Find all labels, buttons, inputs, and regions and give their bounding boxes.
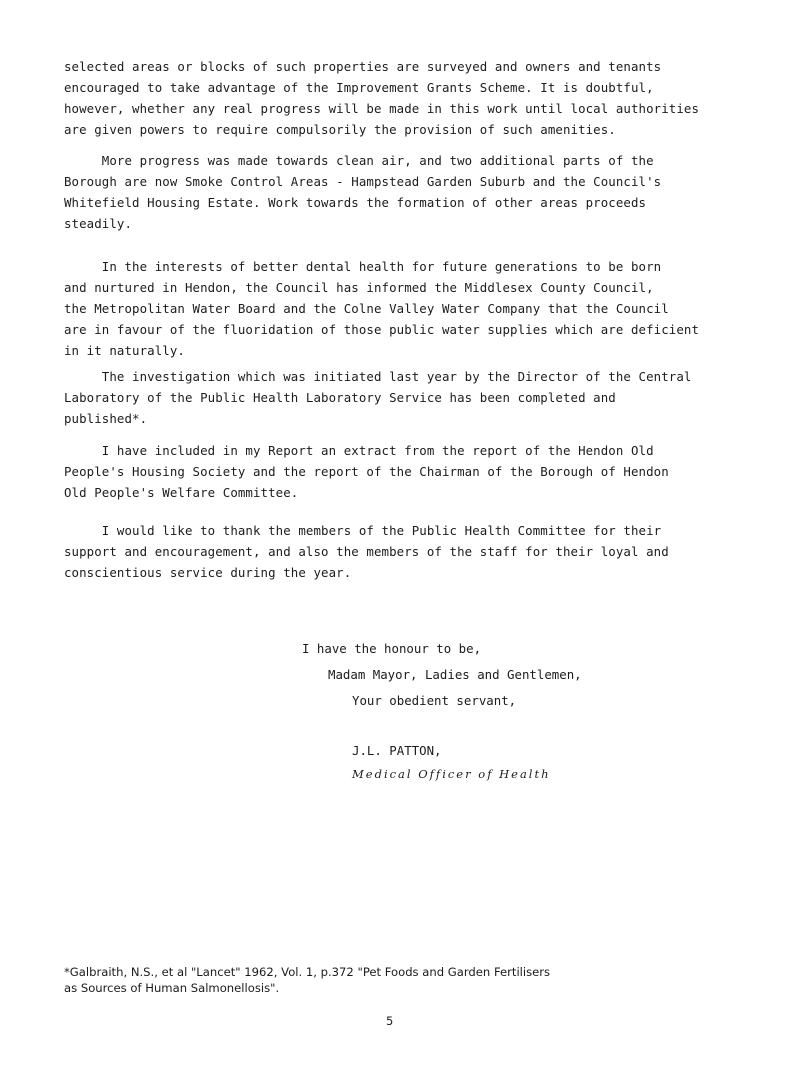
paragraph-improvement-grants	[64, 56, 744, 140]
text-line: published*.	[64, 411, 148, 426]
text-line: selected areas or blocks of such properties are surveyed and owners and tenants	[64, 59, 662, 74]
text-line: steadily.	[64, 216, 133, 231]
text-line: Old People's Welfare Committee.	[64, 485, 299, 500]
text-line: in it naturally.	[64, 343, 185, 358]
paragraph-thanks	[64, 520, 744, 583]
page-number: 5	[386, 1014, 394, 1028]
text-line: Whitefield Housing Estate. Work towards the formation of other areas proceeds	[64, 195, 647, 210]
text-line: The investigation which was initiated last year by the Director of the Central	[64, 369, 692, 384]
text-line: People's Housing Society and the report of the Chairman of the Borough of Hendon	[64, 464, 669, 479]
text-line: and nurtured in Hendon, the Council has informed the Middlesex County Council,	[64, 280, 654, 295]
text-line: encouraged to take advantage of the Improvement Grants Scheme. It is doubtful,	[64, 80, 654, 95]
signatory-name: J.L. PATTON,	[352, 743, 442, 758]
closing-salutation: Madam Mayor, Ladies and Gentlemen,	[328, 667, 582, 682]
text-line: the Metropolitan Water Board and the Colne Valley Water Company that the Council	[64, 301, 669, 316]
paragraph-investigation	[64, 366, 744, 429]
closing-line: I have the honour to be,	[302, 641, 482, 656]
paragraph-dental-health	[64, 256, 744, 361]
text-line: however, whether any real progress will be made in this work until local authorities	[64, 101, 700, 116]
closing-valediction: Your obedient servant,	[352, 693, 517, 708]
paragraph-extracts-included	[64, 440, 744, 503]
paragraph-clean-air	[64, 150, 744, 234]
text-line: are given powers to require compulsorily the provision of such amenities.	[64, 122, 616, 137]
text-line: are in favour of the fluoridation of those public water supplies which are deficient	[64, 322, 700, 337]
text-line: In the interests of better dental health for future generations to be born	[64, 259, 662, 274]
text-line: I have included in my Report an extract from the report of the Hendon Old	[64, 443, 654, 458]
signatory-title: Medical Officer of Health	[352, 767, 551, 781]
text-line: Borough are now Smoke Control Areas - Hampstead Garden Suburb and the Council's	[64, 174, 662, 189]
text-line: support and encouragement, and also the members of the staff for their loyal and	[64, 544, 669, 559]
footnote-line: as Sources of Human Salmonellosis".	[64, 981, 280, 995]
text-line: I would like to thank the members of the Public Health Committee for their	[64, 523, 662, 538]
text-line: More progress was made towards clean air, and two additional parts of the	[64, 153, 654, 168]
text-line: conscientious service during the year.	[64, 565, 352, 580]
text-line: Laboratory of the Public Health Laboratory Service has been completed and	[64, 390, 616, 405]
footnote	[64, 964, 754, 996]
footnote-line: *Galbraith, N.S., et al "Lancet" 1962, Vol. 1, p.372 "Pet Foods and Garden Fertilisers	[64, 965, 551, 979]
